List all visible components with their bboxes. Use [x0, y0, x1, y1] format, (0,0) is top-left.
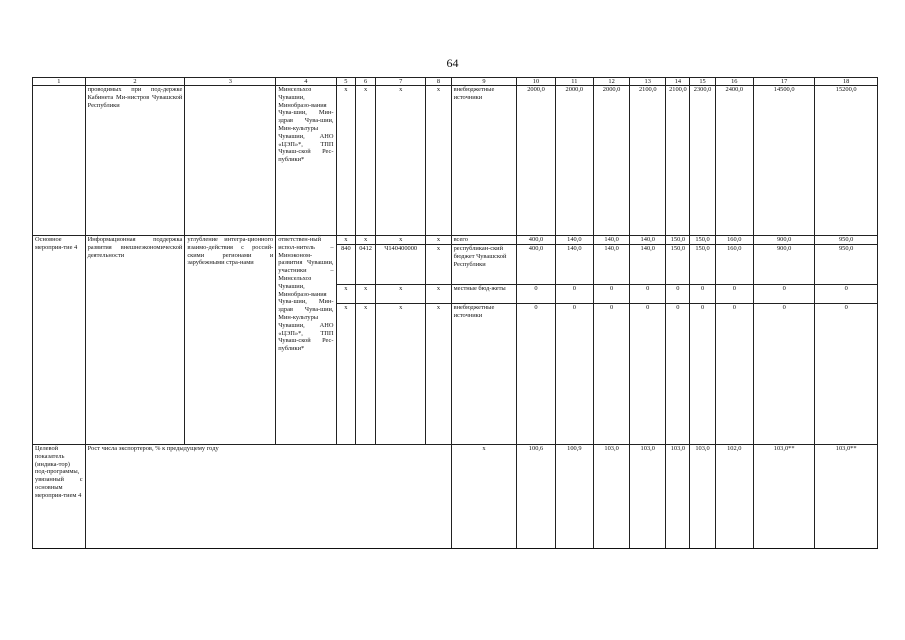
cell-rzpr: x — [356, 285, 376, 304]
col-header: 12 — [594, 78, 630, 86]
col-header: 8 — [426, 78, 451, 86]
cell-value: 15200,0 — [815, 86, 878, 236]
cell-grbs: x — [336, 236, 356, 245]
cell-event-name: проводимых при под-держке Кабинета Ми-нистров Чувашской Республики — [85, 86, 185, 236]
col-header: 9 — [451, 78, 517, 86]
cell-value: 950,0 — [815, 245, 878, 285]
cell-value: 2000,0 — [594, 86, 630, 236]
cell-value: 0 — [594, 304, 630, 445]
cell-value: 150,0 — [690, 245, 715, 285]
cell-rzpr: x — [356, 304, 376, 445]
cell-value: 900,0 — [753, 245, 814, 285]
cell-value: 0 — [753, 285, 814, 304]
col-header: 15 — [690, 78, 715, 86]
col-header: 11 — [555, 78, 593, 86]
cell-rzpr: x — [356, 86, 376, 236]
cell-value: 400,0 — [517, 236, 555, 245]
cell-value: 160,0 — [715, 236, 753, 245]
cell-grbs: x — [336, 304, 356, 445]
cell-value: 160,0 — [715, 245, 753, 285]
col-header: 3 — [185, 78, 276, 86]
cell-value: 103,0** — [815, 445, 878, 549]
cell-executors: Минсельхоз Чувашии, Минобразо-вания Чува-шии, Мин-здрав Чува-шии, Мин-культуры Чувашии, АНО «ЦЭП»*, ТПП Чуваш-ской Рес-публики* — [276, 86, 336, 236]
col-header: 17 — [753, 78, 814, 86]
cell-value: 100,6 — [517, 445, 555, 549]
cell-value: 2000,0 — [555, 86, 593, 236]
cell-value: 0 — [517, 304, 555, 445]
cell-indicator-title: Целевой показатель (индика-тор) под-программы, увязанный с основным мероприя-тием 4 — [33, 445, 86, 549]
col-header: 16 — [715, 78, 753, 86]
cell-value: 2300,0 — [690, 86, 715, 236]
cell-csr: x — [375, 304, 425, 445]
cell-indicator-x: x — [451, 445, 517, 549]
cell-value: 0 — [517, 285, 555, 304]
cell-value: 100,9 — [555, 445, 593, 549]
col-header: 10 — [517, 78, 555, 86]
col-header: 14 — [666, 78, 690, 86]
cell-value: 950,0 — [815, 236, 878, 245]
cell-value: 103,0 — [594, 445, 630, 549]
cell-csr: Ч140400000 — [375, 245, 425, 285]
cell-indicator-text: Рост числа экспортеров, % к предыдущему году — [85, 445, 451, 549]
cell-vr: x — [426, 245, 451, 285]
header-row — [33, 78, 878, 86]
col-header: 1 — [33, 78, 86, 86]
cell-source: всего — [451, 236, 517, 245]
cell-value: 103,0 — [666, 445, 690, 549]
cell-value: 0 — [630, 304, 666, 445]
cell-value: 14500,0 — [753, 86, 814, 236]
cell-value: 102,0 — [715, 445, 753, 549]
cell-value: 140,0 — [555, 236, 593, 245]
col-header: 6 — [356, 78, 376, 86]
cell-empty — [33, 86, 86, 236]
cell-value: 2100,0 — [666, 86, 690, 236]
table-row — [33, 236, 878, 245]
cell-value: 2100,0 — [630, 86, 666, 236]
cell-csr: x — [375, 236, 425, 245]
cell-value: 0 — [690, 285, 715, 304]
cell-empty — [185, 86, 276, 236]
cell-source: внебюджетные источники — [451, 86, 517, 236]
cell-value: 0 — [715, 285, 753, 304]
cell-value: 0 — [555, 304, 593, 445]
cell-grbs: x — [336, 285, 356, 304]
cell-value: 0 — [594, 285, 630, 304]
cell-value: 150,0 — [666, 245, 690, 285]
cell-value: 0 — [555, 285, 593, 304]
cell-grbs: 840 — [336, 245, 356, 285]
cell-value: 900,0 — [753, 236, 814, 245]
cell-source: внебюджетные источники — [451, 304, 517, 445]
cell-vr: x — [426, 86, 451, 236]
cell-value: 2400,0 — [715, 86, 753, 236]
col-header: 5 — [336, 78, 356, 86]
cell-value: 0 — [815, 285, 878, 304]
cell-activity-goal: углубление интегра-ционного взаимо-действия с россий-скими регионами и зарубежными стра-нами — [185, 236, 276, 445]
cell-value: 140,0 — [630, 245, 666, 285]
cell-source: республикан-ский бюджет Чувашской Республики — [451, 245, 517, 285]
cell-source: местные бюд-жеты — [451, 285, 517, 304]
cell-value: 103,0 — [690, 445, 715, 549]
program-table — [32, 77, 878, 549]
col-header: 18 — [815, 78, 878, 86]
cell-csr: x — [375, 285, 425, 304]
col-header: 4 — [276, 78, 336, 86]
cell-value: 2000,0 — [517, 86, 555, 236]
cell-value: 150,0 — [666, 236, 690, 245]
cell-value: 0 — [690, 304, 715, 445]
cell-value: 0 — [630, 285, 666, 304]
cell-activity-name: Информационная поддержка развития внешнеэкономической деятельности — [85, 236, 185, 445]
cell-value: 0 — [815, 304, 878, 445]
cell-value: 140,0 — [594, 245, 630, 285]
cell-value: 0 — [753, 304, 814, 445]
cell-activity-executors: ответствен-ный испол-нитель – Минэконом-развития Чувашии, участники – Минсельхоз Чувашии, Минобразо-вания Чува-шии, Мин-здрав Чува-шии, Мин-культуры Чувашии, АНО «ЦЭП»*, ТПП Чуваш-ской Рес-публики* — [276, 236, 336, 445]
cell-value: 140,0 — [594, 236, 630, 245]
cell-value: 400,0 — [517, 245, 555, 285]
cell-rzpr: x — [356, 236, 376, 245]
cell-value: 150,0 — [690, 236, 715, 245]
cell-csr: x — [375, 86, 425, 236]
cell-value: 140,0 — [555, 245, 593, 285]
cell-value: 103,0** — [753, 445, 814, 549]
cell-activity-title: Основное мероприя-тие 4 — [33, 236, 86, 445]
cell-grbs: x — [336, 86, 356, 236]
cell-value: 0 — [715, 304, 753, 445]
cell-vr: x — [426, 236, 451, 245]
table-row — [33, 445, 878, 549]
cell-vr: x — [426, 304, 451, 445]
cell-value: 103,0 — [630, 445, 666, 549]
table-row — [33, 86, 878, 236]
cell-rzpr: 0412 — [356, 245, 376, 285]
col-header: 13 — [630, 78, 666, 86]
cell-value: 140,0 — [630, 236, 666, 245]
page-number: 64 — [446, 56, 459, 70]
cell-vr: x — [426, 285, 451, 304]
col-header: 2 — [85, 78, 185, 86]
col-header: 7 — [375, 78, 425, 86]
cell-value: 0 — [666, 285, 690, 304]
cell-value: 0 — [666, 304, 690, 445]
